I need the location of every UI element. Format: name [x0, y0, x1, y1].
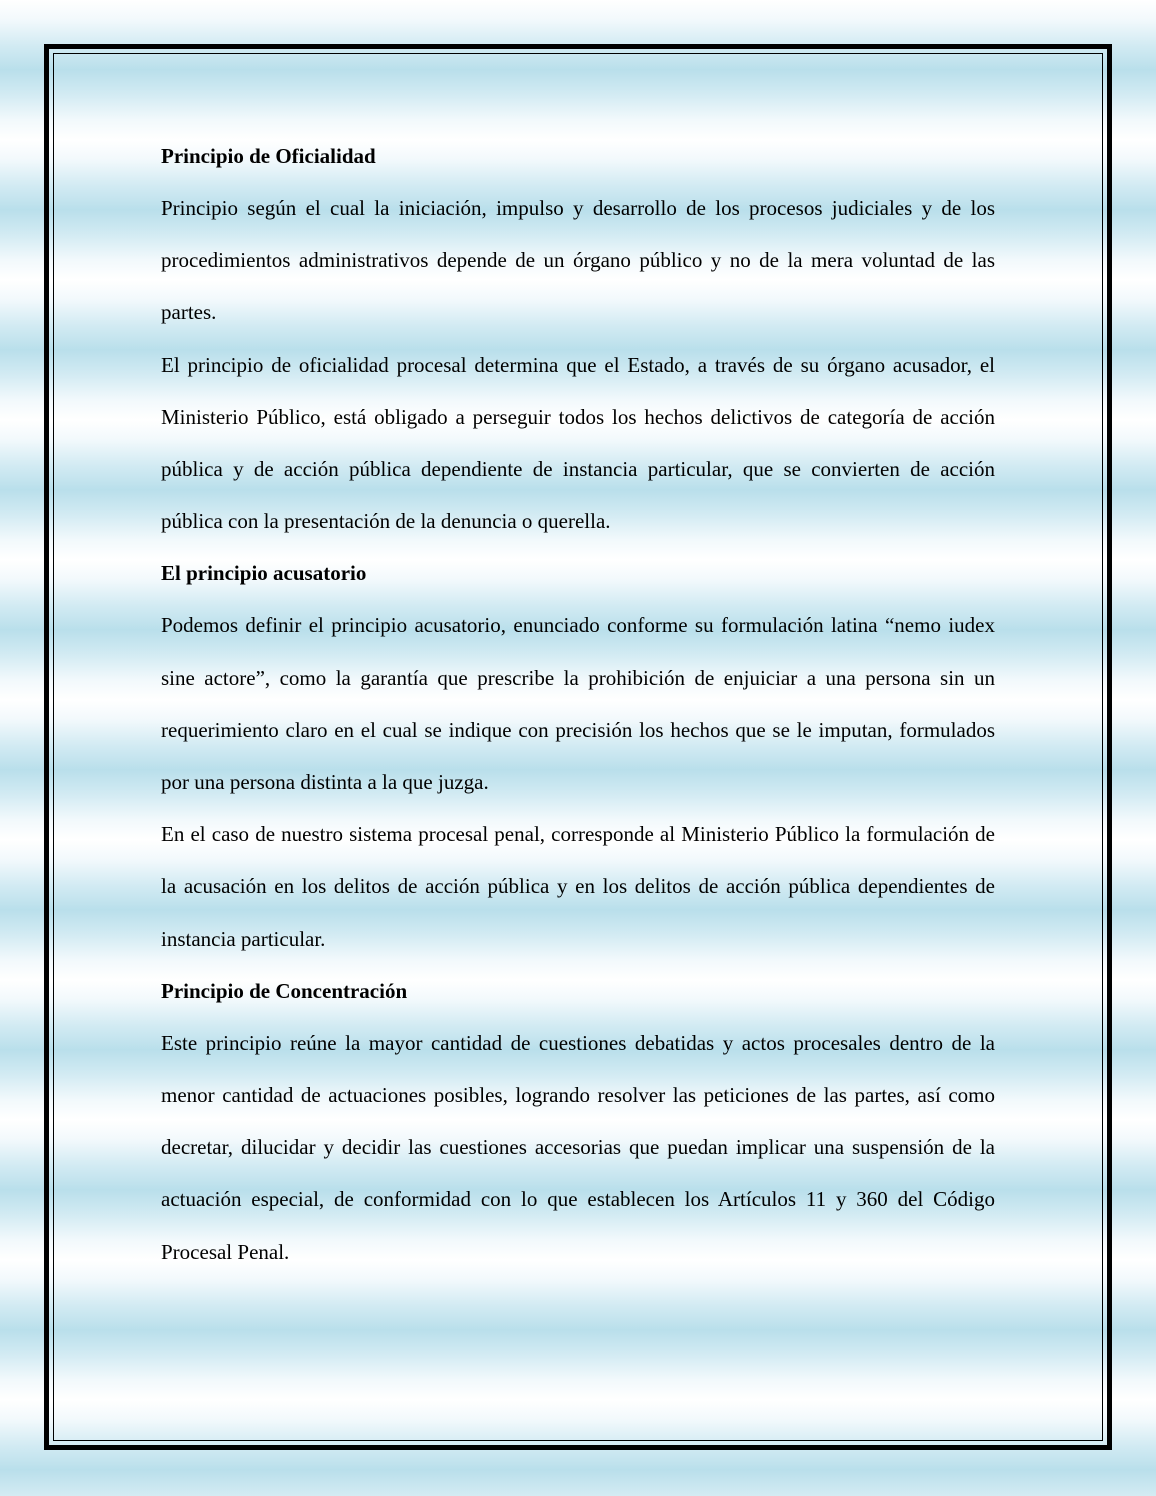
paragraph: Este principio reúne la mayor cantidad de cuestiones debatidas y actos procesales dentro de la menor cantidad de actuaciones posibles, logrando resolver las peticiones de las partes, así como decretar, dilucidar y decidir las cuestiones accesorias que puedan implicar una suspensión de la actuación especial, de conformidad con lo que establecen los Artículos 11 y 360 del Código Procesal Penal. — [161, 1030, 995, 1264]
paragraph: En el caso de nuestro sistema procesal penal, corresponde al Ministerio Público la formulación de la acusación en los delitos de acción pública y en los delitos de acción pública dependientes de instancia particular. — [161, 822, 995, 951]
paragraph: Podemos definir el principio acusatorio, enunciado conforme su formulación latina “nemo iudex sine actore”, como la garantía que prescribe la prohibición de enjuiciar a una persona sin un requerimiento claro en el cual se indique con precisión los hechos que se le imputan, formulados por una persona distinta a la que juzga. — [161, 613, 995, 795]
section-heading: Principio de Concentración — [161, 978, 408, 1003]
section-concentracion — [161, 965, 995, 1278]
section-acusatorio — [161, 547, 995, 964]
section-oficialidad — [161, 130, 995, 547]
section-heading: El principio acusatorio — [161, 561, 367, 586]
paragraph: El principio de oficialidad procesal determina que el Estado, a través de su órgano acusador, el Ministerio Público, está obligado a perseguir todos los hechos delictivos de categoría de acción pública y de acción pública dependiente de instancia particular, que se convierten de acción pública con la presentación de la denuncia o querella. — [161, 352, 995, 534]
section-heading: Principio de Oficialidad — [161, 144, 376, 168]
paragraph: Principio según el cual la iniciación, impulso y desarrollo de los procesos judiciales y de los procedimientos administrativos depende de un órgano público y no de la mera voluntad de las partes. — [161, 196, 995, 325]
document-body — [161, 130, 995, 1278]
